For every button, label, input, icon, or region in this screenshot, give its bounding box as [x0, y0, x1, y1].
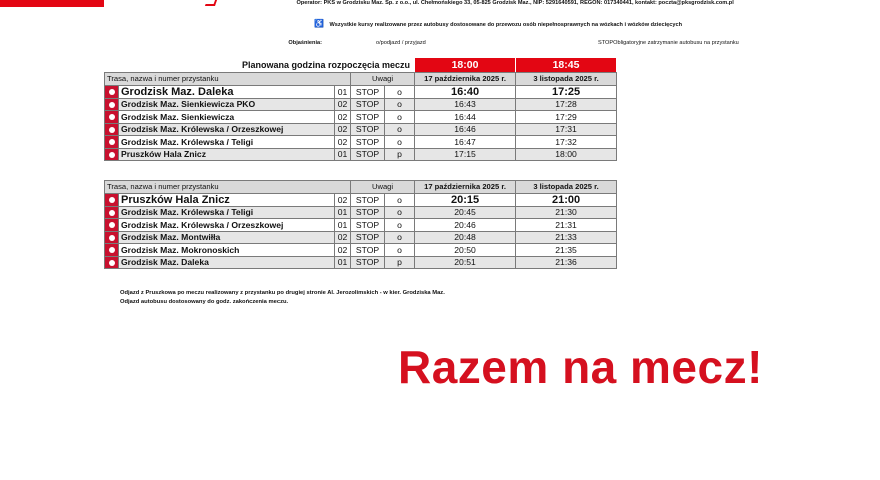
col-date-2-header: 3 listopada 2025 r.	[516, 73, 617, 86]
col-remarks-header: Uwagi	[351, 181, 415, 194]
stop-number: 02	[335, 244, 351, 257]
note-line-1: Odjazd z Pruszkowa po meczu realizowany z przystanku po drugiej stronie Al. Jerozolimskich - w kier. Grodziska Maz.	[120, 290, 445, 296]
departure-arrival-code: o	[385, 123, 415, 136]
departure-arrival-code: p	[385, 148, 415, 161]
stop-number: 01	[335, 256, 351, 269]
stop-marker-icon	[105, 193, 119, 206]
stop-flag: STOP	[351, 148, 385, 161]
stop-flag: STOP	[351, 231, 385, 244]
col-remarks-header: Uwagi	[351, 73, 415, 86]
stop-number: 01	[335, 148, 351, 161]
stop-name: Pruszków Hala Znicz	[119, 193, 335, 206]
stop-number: 02	[335, 231, 351, 244]
stop-flag: STOP	[351, 111, 385, 124]
time-date-1: 20:48	[415, 231, 516, 244]
departure-arrival-code: o	[385, 231, 415, 244]
departure-arrival-code: o	[385, 206, 415, 219]
note-line-2: Odjazd autobusu dostosowany do godz. zakończenia meczu.	[120, 299, 289, 305]
stop-marker-icon	[105, 206, 119, 219]
stop-marker-icon	[105, 231, 119, 244]
stop-marker-icon	[105, 111, 119, 124]
stop-flag: STOP	[351, 244, 385, 257]
slogan: Razem na mecz!	[398, 341, 763, 393]
stop-number: 01	[335, 206, 351, 219]
stop-marker-icon	[105, 85, 119, 98]
brand-logo-mark-icon	[205, 0, 217, 6]
schedule-table-return	[104, 180, 617, 269]
departure-arrival-code: o	[385, 98, 415, 111]
time-date-2: 17:32	[516, 136, 617, 149]
stop-marker-icon	[105, 98, 119, 111]
stop-name: Grodzisk Maz. Królewska / Teligi	[119, 206, 335, 219]
time-date-1: 17:15	[415, 148, 516, 161]
stop-name: Grodzisk Maz. Królewska / Teligi	[119, 136, 335, 149]
schedule-table-outbound	[104, 72, 617, 161]
table-header-row	[105, 73, 617, 86]
table-row	[105, 206, 617, 219]
stop-name: Grodzisk Maz. Montwiłła	[119, 231, 335, 244]
stop-name: Grodzisk Maz. Królewska / Orzeszkowej	[119, 123, 335, 136]
stop-number: 01	[335, 85, 351, 98]
time-date-2: 17:29	[516, 111, 617, 124]
time-date-2: 21:36	[516, 256, 617, 269]
legend-op: o/podjazd / przyjazd	[376, 40, 426, 46]
time-date-2: 17:25	[516, 85, 617, 98]
planned-time-2: 18:45	[516, 58, 616, 73]
stop-number: 01	[335, 219, 351, 232]
table-row	[105, 85, 617, 98]
operator-label: Operator:	[296, 0, 322, 6]
time-date-2: 21:00	[516, 193, 617, 206]
stop-name: Grodzisk Maz. Sienkiewicza	[119, 111, 335, 124]
stop-number: 02	[335, 193, 351, 206]
stop-flag: STOP	[351, 123, 385, 136]
table-row	[105, 256, 617, 269]
table-row	[105, 193, 617, 206]
col-date-2-header: 3 listopada 2025 r.	[516, 181, 617, 194]
time-date-2: 21:35	[516, 244, 617, 257]
time-date-2: 17:31	[516, 123, 617, 136]
stop-marker-icon	[105, 244, 119, 257]
stop-name: Pruszków Hala Znicz	[119, 148, 335, 161]
col-date-1-header: 17 października 2025 r.	[415, 73, 516, 86]
accessibility-text: Wszystkie kursy realizowane przez autobusy dostosowane do przewozu osób niepełnosprawnych na wózkach i wózków dziecięcych	[329, 22, 683, 28]
stop-marker-icon	[105, 256, 119, 269]
stop-number: 02	[335, 136, 351, 149]
legend-stop: STOPObligatoryjne zatrzymanie autobusu na przystanku	[598, 40, 739, 46]
legend-label: Objaśnienia:	[288, 40, 322, 46]
departure-arrival-code: o	[385, 244, 415, 257]
stop-flag: STOP	[351, 85, 385, 98]
time-date-1: 20:50	[415, 244, 516, 257]
table-row	[105, 111, 617, 124]
brand-logo-bar	[0, 0, 104, 7]
time-date-2: 21:31	[516, 219, 617, 232]
time-date-2: 18:00	[516, 148, 617, 161]
stop-flag: STOP	[351, 219, 385, 232]
stop-marker-icon	[105, 219, 119, 232]
col-date-1-header: 17 października 2025 r.	[415, 181, 516, 194]
wheelchair-icon: ♿	[314, 19, 324, 28]
table-row	[105, 219, 617, 232]
stop-number: 02	[335, 98, 351, 111]
table-row	[105, 244, 617, 257]
stop-flag: STOP	[351, 136, 385, 149]
stop-name: Grodzisk Maz. Sienkiewicza PKO	[119, 98, 335, 111]
accessibility-line	[314, 20, 682, 29]
stop-number: 02	[335, 123, 351, 136]
stop-name: Grodzisk Maz. Daleka	[119, 85, 335, 98]
stop-flag: STOP	[351, 206, 385, 219]
departure-arrival-code: o	[385, 111, 415, 124]
table-row	[105, 98, 617, 111]
time-date-2: 21:33	[516, 231, 617, 244]
time-date-2: 17:28	[516, 98, 617, 111]
stop-flag: STOP	[351, 98, 385, 111]
time-date-1: 16:47	[415, 136, 516, 149]
stop-flag: STOP	[351, 193, 385, 206]
stop-marker-icon	[105, 123, 119, 136]
time-date-1: 16:43	[415, 98, 516, 111]
stop-flag: STOP	[351, 256, 385, 269]
time-date-2: 21:30	[516, 206, 617, 219]
stop-name: Grodzisk Maz. Królewska / Orzeszkowej	[119, 219, 335, 232]
departure-arrival-code: o	[385, 193, 415, 206]
col-route-header: Trasa, nazwa i numer przystanku	[105, 73, 351, 86]
operator-text: PKS w Grodzisku Maz. Sp. z o.o., ul. Chełmońskiego 33, 05-825 Grodzisk Maz., NIP: 5291640591, REGON: 017340441, kontakt: poczta@pksgrodzisk.com.pl	[323, 0, 734, 6]
departure-arrival-code: p	[385, 256, 415, 269]
stop-name: Grodzisk Maz. Mokronoskich	[119, 244, 335, 257]
planned-time-1: 18:00	[415, 58, 515, 73]
planned-start-row	[104, 58, 616, 73]
time-date-1: 20:45	[415, 206, 516, 219]
time-date-1: 20:15	[415, 193, 516, 206]
departure-arrival-code: o	[385, 136, 415, 149]
planned-start-label: Planowana godzina rozpoczęcia meczu	[241, 60, 410, 70]
departure-arrival-code: o	[385, 85, 415, 98]
legend-line	[256, 40, 322, 47]
stop-marker-icon	[105, 136, 119, 149]
time-date-1: 20:51	[415, 256, 516, 269]
time-date-1: 16:46	[415, 123, 516, 136]
time-date-1: 20:46	[415, 219, 516, 232]
time-date-1: 16:40	[415, 85, 516, 98]
table-row	[105, 136, 617, 149]
stop-number: 02	[335, 111, 351, 124]
table-header-row	[105, 181, 617, 194]
operator-line	[256, 0, 734, 7]
departure-arrival-code: o	[385, 219, 415, 232]
col-route-header: Trasa, nazwa i numer przystanku	[105, 181, 351, 194]
stop-marker-icon	[105, 148, 119, 161]
table-row	[105, 123, 617, 136]
table-row	[105, 148, 617, 161]
table-row	[105, 231, 617, 244]
stop-name: Grodzisk Maz. Daleka	[119, 256, 335, 269]
time-date-1: 16:44	[415, 111, 516, 124]
